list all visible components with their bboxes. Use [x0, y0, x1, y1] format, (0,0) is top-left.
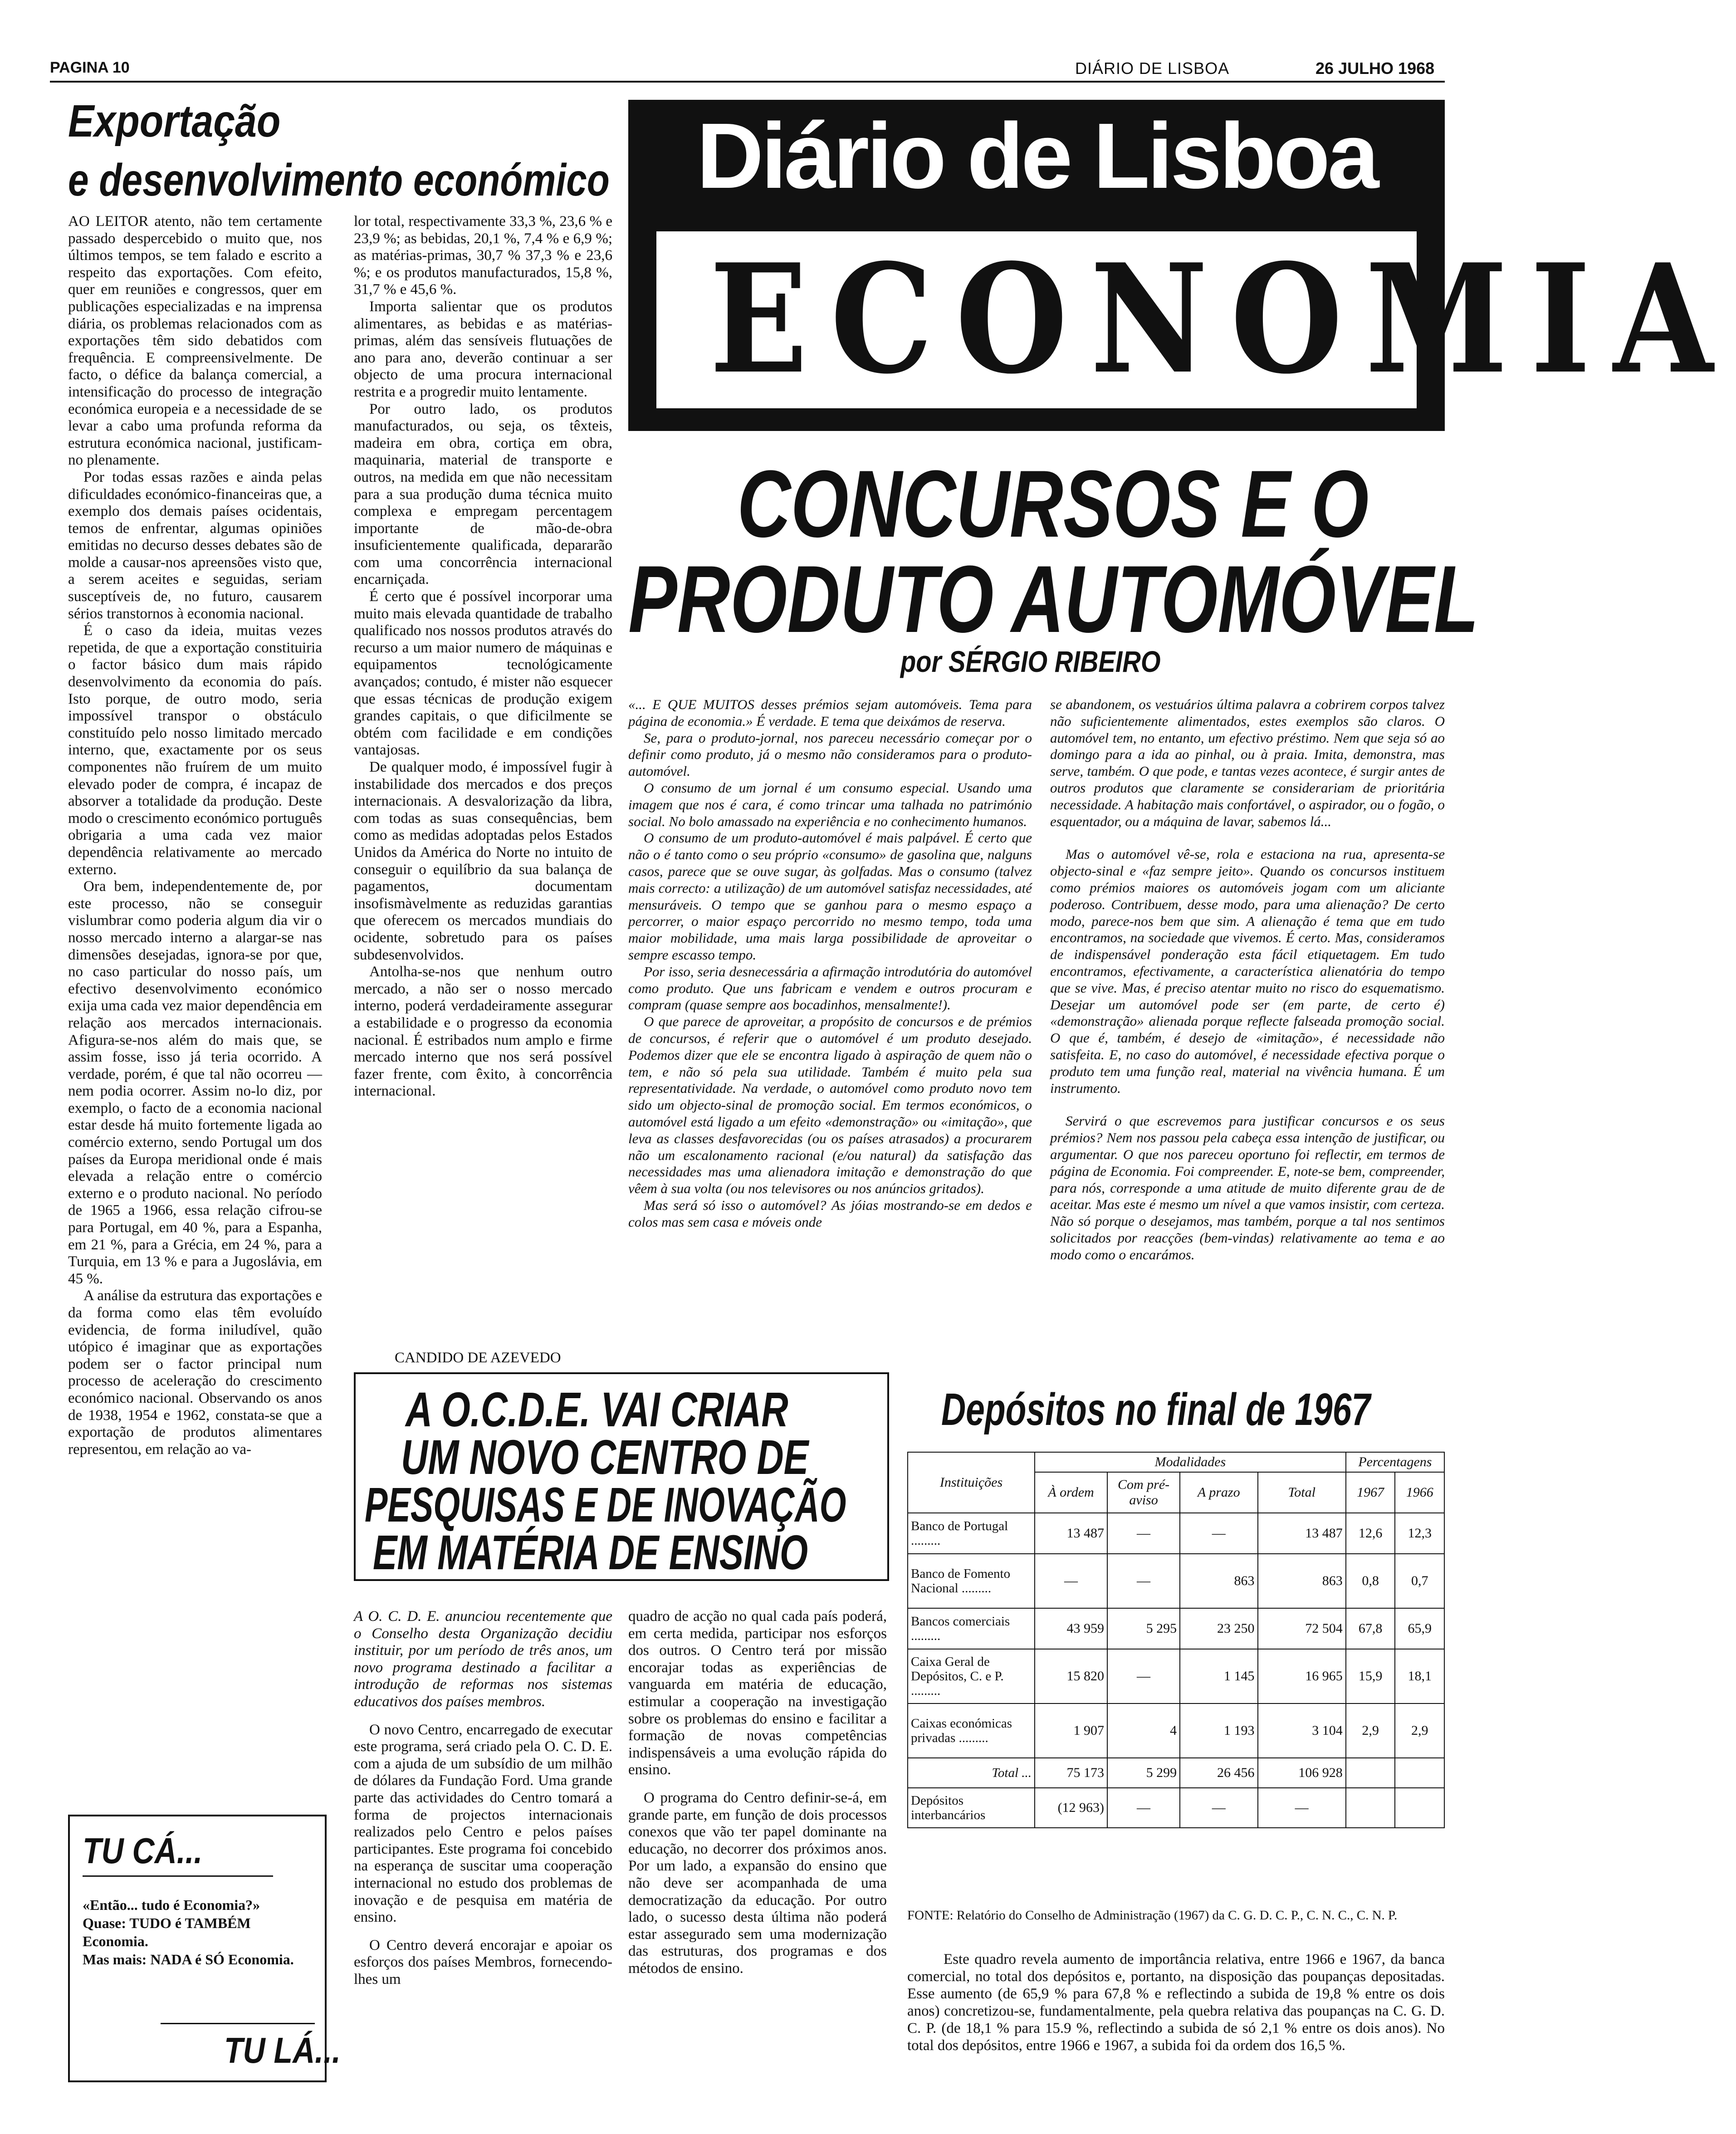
col-group-modalidades: Modalidades [1035, 1452, 1346, 1472]
cell-1966: 2,9 [1395, 1703, 1444, 1758]
export-title-line2: e desenvolvimento económico [68, 155, 610, 206]
table-row-total [908, 1758, 1444, 1788]
masthead-box [628, 100, 1736, 431]
ocde-title-line: EM MATÉRIA DE ENSINO [373, 1525, 808, 1580]
cell-total: 106 928 [1258, 1758, 1346, 1788]
cell-total: 863 [1258, 1554, 1346, 1608]
header-rule [50, 81, 1445, 83]
cell-1966 [1395, 1758, 1444, 1788]
masthead-section-panel [656, 231, 1736, 408]
cell-ordem: 43 959 [1035, 1608, 1107, 1649]
tu-ca-line: «Então... tudo é Economia?» [83, 1897, 260, 1913]
main-paragraph: Por isso, seria desnecessária a afirmação introdutória do automóvel como produto. Que uns fabricam e vendem e outros procuram e compram (quase sempre aos bocadinhos, mensalmente!). [628, 963, 1032, 1013]
cell-1967: 12,6 [1346, 1513, 1395, 1554]
cell-preaviso: — [1107, 1788, 1180, 1828]
cell-prazo: 1 145 [1180, 1649, 1257, 1703]
main-paragraph: Se, para o produto-jornal, nos pareceu necessário começar por o definir como produto, já o mesmo não consideramos para o produto-automóvel. [628, 729, 1032, 779]
col-header-total: Total [1258, 1472, 1346, 1513]
main-byline: por SÉRGIO RIBEIRO [900, 645, 1161, 678]
col-header-1966: 1966 [1395, 1472, 1444, 1513]
main-paragraph: O que parece de aproveitar, a propósito de concursos e de prémios de concursos, é referir que o automóvel é um produto desejado. Podemos dizer que ele se encontra ligado à aspiração de quem não o tem, e não só pela sua utilidade. Também é muito pela sua representatividade. Na verdade, o automóvel como produto novo tem sido um objecto-sinal de promoção social. Em termos económicos, o automóvel está ligado a um efeito «demonstração» ou «imitação», que leva as classes desfavorecidas (ou os países atrasados) a procurarem não um escalonamento racional (e/ou natural) da satisfação das necessidades mas uma alienadora imitação e demonstração do que vêem à sua volta (ou nos televisores ou nos anúncios gritados). [628, 1013, 1032, 1197]
row-label: Banco de Fomento Nacional ......... [908, 1554, 1035, 1608]
deposits-table [907, 1452, 1445, 1828]
cell-ordem: 13 487 [1035, 1513, 1107, 1554]
cell-ordem: 1 907 [1035, 1703, 1107, 1758]
table-row [908, 1554, 1444, 1608]
masthead-title: Diário de Lisboa [696, 104, 1377, 208]
export-paragraph: lor total, respectivamente 33,3 %, 23,6 % e 23,9 %; as bebidas, 20,1 %, 7,4 % e 6,9 %; as matérias-primas, 30,7 % 37,3 % e 23,6 %; e os produtos manufacturados, 15,8 %, 31,7 % e 45,6 %. [354, 213, 612, 298]
cell-ordem: — [1035, 1554, 1107, 1608]
main-paragraph: Mas o automóvel vê-se, rola e estaciona na rua, apresenta-se objecto-sinal e «faz sempre jeito». Quando os concursos instituem como prémios maiores os automóveis jogam com um aliciante poderoso. Contribuem, desse modo, para uma alienação? De certo modo, parece-nos bem que sim. A alienação é tema que em tudo encontramos, na sociedade que vivemos. É certo. Mas, consideramos de indispensável ponderação esta fácil etiquetagem. Em tudo encontramos, efectivamente, a característica alienatória do tempo que se vive. Mas, é preciso atentar muito no risco do esquematismo. Desejar um automóvel pode ser (em parte, de certo é) «demonstração» alienada porque reflecte falseada promoção social. O que é, também, é desejo de «imitação», é necessidade não satisfeita. E, no caso do automóvel, é necessidade efectiva porque o produto tem uma função real, material na vivência humana. É um instrumento. [1050, 846, 1445, 1096]
cell-total: 13 487 [1258, 1513, 1346, 1554]
ocde-title-line: PESQUISAS E DE INOVAÇÃO [365, 1477, 846, 1532]
row-label: Caixas económicas privadas ......... [908, 1703, 1035, 1758]
cell-preaviso: 5 295 [1107, 1608, 1180, 1649]
row-label: Bancos comerciais ......... [908, 1608, 1035, 1649]
cell-prazo: — [1180, 1788, 1257, 1828]
cell-1967 [1346, 1758, 1395, 1788]
tu-ca-title: TU CÁ... [83, 1831, 203, 1871]
cell-ordem: 75 173 [1035, 1758, 1107, 1788]
cell-1967: 15,9 [1346, 1649, 1395, 1703]
main-paragraph: «... E QUE MUITOS desses prémios sejam automóveis. Tema para página de economia.» É verdade. E tema que deixámos de reserva. [628, 696, 1032, 729]
ocde-column-2 [628, 1608, 887, 1977]
cell-1966: 12,3 [1395, 1513, 1444, 1554]
cell-prazo: 1 193 [1180, 1703, 1257, 1758]
export-author: CANDIDO DE AZEVEDO [395, 1350, 561, 1366]
export-paragraph: É certo que é possível incorporar uma muito mais elevada quantidade de trabalho qualificado nos nossos produtos através do recurso a um maior numero de máquinas e equipamentos tecnológicamente avançados; contudo, é mister não esquecer que essas técnicas de produção exigem grandes capitais, o que dificilmente se obtém com facilidade e em condições vantajosas. [354, 588, 612, 759]
col-header-ordem: À ordem [1035, 1472, 1107, 1513]
cell-preaviso: 4 [1107, 1703, 1180, 1758]
export-paragraph: É o caso da ideia, muitas vezes repetida, de que a exportação constituiria o factor básico dum mais rápido desenvolvimento da economia do país. Isto porque, de outro modo, seria impossível transpor o obstáculo constituído pelo nosso limitado mercado interno, que, exactamente por os seus componentes não fruírem de um muito elevado poder de compra, é incapaz de absorver a totalidade da produção. Deste modo o crescimento económico português obrigaria a uma cada vez maior dependência relativamente ao mercado externo. [68, 622, 322, 878]
main-title-line1: CONCURSOS E O [737, 450, 1369, 557]
main-paragraph: O consumo de um jornal é um consumo especial. Usando uma imagem que nos é cara, é como trincar uma talhada no património social. No bolo amassado na experiência e no conhecimento humanos. [628, 779, 1032, 829]
row-label: Total ... [908, 1758, 1035, 1788]
tu-la-rule [161, 2023, 315, 2024]
main-column-2 [1050, 696, 1445, 1263]
ocde-column-1 [354, 1608, 612, 1988]
table-row [908, 1513, 1444, 1554]
cell-1966: 0,7 [1395, 1554, 1444, 1608]
export-paragraph: Ora bem, independentemente de, por este processo, não se conseguir vislumbrar como poderia algum dia vir o nosso mercado interno a alargar-se nas dimensões desejadas, ignora-se por que, no caso particular do nosso país, um efectivo desenvolvimento económico exija uma cada vez maior dependência em relação aos mercados internacionais. Afigura-se-nos além do mais que, se assim fosse, isso já teria ocorrido. A verdade, porém, é que tal não ocorreu — nem podia ocorrer. Assim no-lo diz, por exemplo, o facto de a economia nacional estar desde há muito fortemente ligada ao comércio externo, sendo Portugal um dos países da Europa meridional onde é mais elevada a relação entre o comércio externo e o produto nacional. No período de 1965 a 1966, essa relação cifrou-se para Portugal, em 40 %, para a Espanha, em 21 %, para a Grécia, em 24 %, para a Turquia, em 13 % e para a Jugoslávia, em 45 %. [68, 878, 322, 1287]
tu-ca-line: Mas mais: NADA é SÓ Economia. [83, 1951, 294, 1968]
header-date: 26 JULHO 1968 [1315, 59, 1435, 78]
deposits-title: Depósitos no final de 1967 [941, 1384, 1371, 1435]
tu-ca-text [83, 1896, 314, 1968]
tu-ca-box [68, 1815, 341, 2082]
table-row [908, 1788, 1444, 1828]
ocde-paragraph: O Centro deverá encorajar e apoiar os esforços dos países Membros, fornecendo-lhes um [354, 1937, 612, 1987]
cell-prazo: 26 456 [1180, 1758, 1257, 1788]
ocde-title-line: A O.C.D.E. VAI CRIAR [406, 1382, 788, 1437]
cell-1967: 0,8 [1346, 1554, 1395, 1608]
deposits-commentary-text: Este quadro revela aumento de importância relativa, entre 1966 e 1967, da banca comercial, no total dos depósitos e, portanto, na disposição das poupanças depositadas. Esse aumento (de 65,9 % para 67,8 % e reflectindo a subida de 19,8 % entre os dois anos) concretizou-se, fundamentalmente, pela quebra relativa das poupanças na C. G. D. C. P. (de 18,1 % para 15.9 %, reflectindo a subida de só 2,1 % entre os dois anos). No total dos depósitos, entre 1966 e 1967, a subida foi da ordem dos 16,5 %. [907, 1951, 1445, 2054]
col-header-instituicoes: Instituições [908, 1452, 1035, 1513]
deposits-commentary [907, 1951, 1445, 2054]
page-number: PAGINA 10 [50, 59, 130, 76]
table-row [908, 1608, 1444, 1649]
col-group-percentagens: Percentagens [1346, 1452, 1444, 1472]
export-paragraph: De qualquer modo, é impossível fugir à instabilidade dos mercados e dos preços internacionais. A desvalorização da libra, com todas as suas consequências, bem como as medidas adoptadas pelos Estados Unidos da América do Norte no intuito de conseguir o equilíbrio da sua balança de pagamentos, documentam insofismàvelmente as reduzidas garantias que oferecem os mercados mundiais do ocidente, sobretudo para os países subdesenvolvidos. [354, 759, 612, 963]
main-paragraph: O consumo de um produto-automóvel é mais palpável. É certo que não o é tanto como o seu próprio «consumo» de gasolina que, nalguns casos, parece que se ouve sugar, às golfadas. Mas o consumo (talvez mais correcto: a utilização) de um automóvel satisfaz necessidades, até mensuráveis. O tempo que se ganhou para o mesmo espaço a percorrer, o maior espaço percorrido no mesmo tempo, toda uma maior mobilidade, uma mais larga possibilidade de aproveitar o sempre escasso tempo. [628, 830, 1032, 963]
export-paragraph: Por outro lado, os produtos manufacturados, ou seja, os têxteis, madeira em obra, cortiça em obra, maquinaria, material de transporte e outros, na medida em que não necessitam para a sua produção duma técnica muito complexa e empregam percentagem importante de mão-de-obra insuficientemente qualificada, depararão com uma concorrência internacional encarniçada. [354, 401, 612, 588]
cell-1966: 18,1 [1395, 1649, 1444, 1703]
export-paragraph: Por todas essas razões e ainda pelas dificuldades económico-financeiras que, a exemplo dos demais países ocidentais, temos de enfrentar, algumas opiniões emitidas no decurso desses debates são de molde a causar-nos apreensões visto que, a serem aceites e seguidas, seriam susceptíveis de, no futuro, causarem sérios transtornos à economia nacional. [68, 469, 322, 622]
cell-ordem: 15 820 [1035, 1649, 1107, 1703]
cell-prazo: 23 250 [1180, 1608, 1257, 1649]
export-column-1 [68, 213, 322, 1458]
tu-la-footer: TU LÁ... [224, 2030, 341, 2070]
cell-total: 16 965 [1258, 1649, 1346, 1703]
cell-preaviso: — [1107, 1554, 1180, 1608]
header-newspaper: DIÁRIO DE LISBOA [1075, 59, 1230, 78]
col-header-prazo: A prazo [1180, 1472, 1257, 1513]
export-column-2 [354, 213, 612, 1100]
export-paragraph: A análise da estrutura das exportações e da forma como elas têm evoluído evidencia, de forma iniludível, quão utópico é imaginar que as exportações podem ser o factor principal num processo de aceleração do crescimento económico nacional. Observando os anos de 1938, 1954 e 1962, constata-se que a exportação de produtos alimentares representou, em relação ao va- [68, 1287, 322, 1458]
ocde-title-line: UM NOVO CENTRO DE [401, 1429, 809, 1484]
ocde-title-box [354, 1372, 889, 1581]
cell-total: — [1258, 1788, 1346, 1828]
cell-preaviso: — [1107, 1513, 1180, 1554]
ocde-paragraph: O novo Centro, encarregado de executar este programa, será criado pela O. C. D. E. com a ajuda de um subsídio de um milhão de dólares da Fundação Ford. Uma grande parte das actividades do Centro tomará a forma de projectos internacionais realizados pelo Centro e pelos países participantes. Este programa foi concebido na esperança de suscitar uma cooperação internacional no estudo dos problemas de inovação e de pesquisa em matéria de ensino. [354, 1721, 612, 1926]
cell-ordem: (12 963) [1035, 1788, 1107, 1828]
cell-prazo: 863 [1180, 1554, 1257, 1608]
masthead-section-title: ECONOMIA [709, 231, 1736, 407]
tu-ca-line: Quase: TUDO é TAMBÉM Economia. [83, 1915, 251, 1949]
row-label: Depósitos interbancários [908, 1788, 1035, 1828]
cell-1967 [1346, 1788, 1395, 1828]
main-paragraph: Mas será só isso o automóvel? As jóias mostrando-se em dedos e colos mas sem casa e móveis onde [628, 1197, 1032, 1230]
deposits-source: FONTE: Relatório do Conselho de Administração (1967) da C. G. D. C. P., C. N. C., C. N. P. [907, 1908, 1398, 1923]
main-paragraph: Servirá o que escrevemos para justificar concursos e os seus prémios? Nem nos passou pela cabeça essa intenção de justificar, ou argumentar. O que nos pareceu oportuno foi reflectir, em termos de página de Economia. Foi compreender. E, note-se bem, compreender, para nós, corresponde a uma atitude de muito diferente grau de de aceitar. Mas este é mesmo um nível a que vamos insistir, com certeza. Não só porque o desejamos, mas também, porque a tal nos sentimos solicitados por reacções (bem-vindas) relativamente ao tema e ao modo como o encarámos. [1050, 1113, 1445, 1263]
row-label: Caixa Geral de Depósitos, C. e P. ......... [908, 1649, 1035, 1703]
table-row [908, 1703, 1444, 1758]
export-title-line1: Exportação [68, 96, 281, 147]
cell-1967: 2,9 [1346, 1703, 1395, 1758]
cell-preaviso: 5 299 [1107, 1758, 1180, 1788]
col-header-1967: 1967 [1346, 1472, 1395, 1513]
cell-total: 3 104 [1258, 1703, 1346, 1758]
export-paragraph: AO LEITOR atento, não tem certamente passado despercebido o muito que, nos últimos tempos, se tem falado e escrito a respeito das exportações. Com efeito, quer em reuniões e congressos, quer em publicações especializadas e na imprensa diária, os problemas relacionados com as exportações têm sido debatidos com frequência. E compreensivelmente. De facto, o défice da balança comercial, a intensificação do processo de integração económica europeia e a necessidade de se levar a cabo uma profunda reforma da estrutura económica nacional, justificam-no plenamente. [68, 213, 322, 469]
ocde-lead: A O. C. D. E. anunciou recentemente que o Conselho desta Organização decidiu instituir, por um período de três anos, um novo programa destinado a facilitar a introdução de reformas nos sistemas educativos dos países membros. [354, 1608, 612, 1710]
row-label: Banco de Portugal ......... [908, 1513, 1035, 1554]
cell-total: 72 504 [1258, 1608, 1346, 1649]
main-paragraph: se abandonem, os vestuários última palavra a cobrirem corpos talvez não suficientemente alimentados, estes exemplos são claros. O automóvel tem, no entanto, um efectivo préstimo. Nem que seja só ao domingo para a ida ao pinhal, ou à praia. Imita, demonstra, mas serve, também. O que pode, e tantas vezes acontece, é surgir antes de outros produtos que claramente se considerariam de prioritária necessidade. A habitação mais confortável, o aspirador, ou o fogão, o esquentador, ou a máquina de lavar, sabemos lá... [1050, 696, 1445, 829]
table-row [908, 1649, 1444, 1703]
cell-1966: 65,9 [1395, 1608, 1444, 1649]
export-paragraph: Antolha-se-nos que nenhum outro mercado, a não ser o nosso mercado interno, poderá verdadeiramente assegurar a estabilidade e o progresso da economia nacional. É estribados num amplo e firme mercado interno que nos será possível fazer frente, com êxito, à concorrência internacional. [354, 964, 612, 1100]
tu-ca-underline [83, 1875, 273, 1877]
cell-1966 [1395, 1788, 1444, 1828]
cell-1967: 67,8 [1346, 1608, 1395, 1649]
main-column-1 [628, 696, 1032, 1231]
main-title-line2: PRODUTO AUTOMÓVEL [628, 546, 1479, 652]
export-paragraph: Importa salientar que os produtos alimentares, as bebidas e as matérias-primas, além das sensíveis flutuações de ano para ano, deverão continuar a ser objecto de uma procura internacional restrita e a progredir muito lentamente. [354, 298, 612, 400]
cell-prazo: — [1180, 1513, 1257, 1554]
cell-preaviso: — [1107, 1649, 1180, 1703]
col-header-preaviso: Com pré-aviso [1107, 1472, 1180, 1513]
ocde-paragraph: O programa do Centro definir-se-á, em grande parte, em função de dois processos conexos que vão ter papel dominante na educação, no decorrer dos próximos anos. Por um lado, a expansão do ensino que não deve ser acompanhada de uma democratização da educação. Por outro lado, o sucesso desta última não poderá estar assegurado sem uma modernização das estruturas, dos programas e dos métodos de ensino. [628, 1789, 887, 1977]
ocde-paragraph: quadro de acção no qual cada país poderá, em certa medida, participar nos esforços dos outros. O Centro terá por missão encorajar todas as experiências de vanguarda em matéria de educação, estimular a cooperação na investigação sobre os problemas do ensino e facilitar a formação de novas competências indispensáveis a uma evolução rápida do ensino. [628, 1608, 887, 1778]
